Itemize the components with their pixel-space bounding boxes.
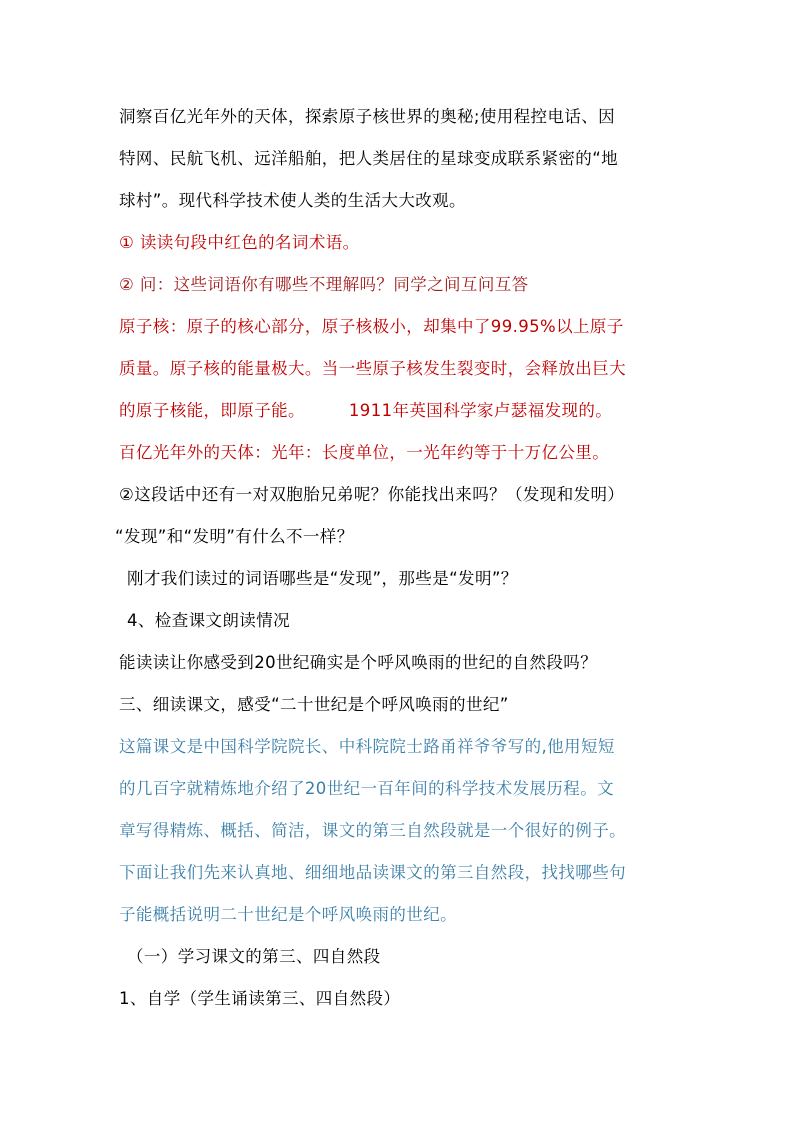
paragraph1-line-2: 特网、民航飞机、远洋船舶，把人类居住的星球变成联系紧密的“地 [119, 149, 619, 168]
glossary-lightyear: 百亿光年外的天体：光年：长度单位，一光年约等于十万亿公里。 [119, 443, 610, 462]
question-difference: “发现”和“发明”有什么不一样？ [115, 527, 354, 546]
task-item-1: ① 读读句段中红色的名词术语。 [119, 233, 360, 252]
section4-question: 能读读让你感受到20世纪确实是个呼风唤雨的世纪的自然段吗？ [119, 653, 598, 672]
section3-intro-line-1: 这篇课文是中国科学院院长、中科院院士路甬祥爷爷写的,他用短短 [119, 737, 615, 756]
section3-intro-line-3: 章写得精炼、概括、简洁，课文的第三自然段就是一个很好的例子。 [119, 821, 626, 840]
glossary-atom-line-3 [119, 399, 612, 423]
section3-intro-line-2: 的几百字就精炼地介绍了20世纪一百年间的科学技术发展历程。文 [119, 779, 614, 798]
section3-intro-line-5: 子能概括说明二十世纪是个呼风唤雨的世纪。 [119, 905, 457, 924]
section3-intro-line-4: 下面让我们先来认真地、细细地品读课文的第三自然段，找找哪些句 [119, 863, 626, 882]
task-item-2: ② 问：这些词语你有哪些不理解吗？同学之间互问互答 [119, 275, 529, 294]
glossary-atom-line-1: 原子核：原子的核心部分，原子核极小，却集中了99.95%以上原子 [119, 317, 624, 336]
paragraph1-line-1: 洞察百亿光年外的天体，探索原子核世界的奥秘;使用程控电话、因 [119, 107, 616, 126]
question-twins: ②这段话中还有一对双胞胎兄弟呢？你能找出来吗？（发现和发明） [119, 485, 625, 504]
section4-heading: 4、检查课文朗读情况 [127, 611, 290, 630]
question-which: 刚才我们读过的词语哪些是“发现”，那些是“发明”？ [127, 569, 518, 588]
glossary-atom-line-2: 质量。原子核的能量极大。当一些原子核发生裂变时，会释放出巨大 [119, 359, 626, 378]
section3-heading: 三、细读课文，感受“二十世纪是个呼风唤雨的世纪” [119, 695, 509, 714]
subsection-heading: （一）学习课文的第三、四自然段 [127, 947, 381, 966]
paragraph1-line-3: 球村”。现代科学技术使人类的生活大大改观。 [119, 191, 466, 210]
glossary-atom-text: 的原子核能，即原子能。 [119, 401, 305, 420]
subsection-step-1: 1、自学（学生诵读第三、四自然段） [119, 989, 401, 1008]
glossary-atom-discovery: 1911年英国科学家卢瑟福发现的。 [348, 401, 613, 420]
